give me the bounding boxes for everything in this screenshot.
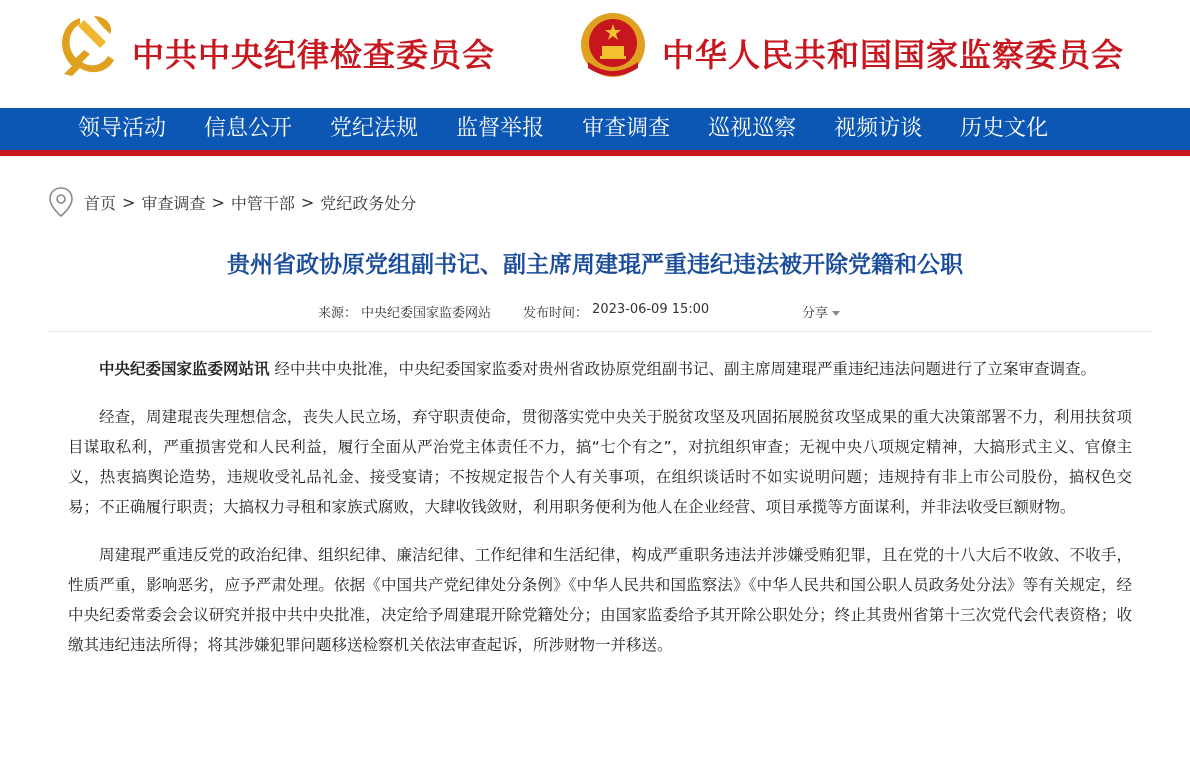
party-emblem-icon[interactable] [50, 10, 120, 80]
breadcrumb-central-cadres[interactable]: 中管干部 [230, 193, 295, 213]
breadcrumb-discipline-sanctions[interactable]: 党纪政务处分 [320, 193, 417, 213]
nav-item-leadership[interactable]: 领导活动 [78, 116, 167, 141]
article-meta [318, 302, 713, 321]
nav-item-video-interview[interactable]: 视频访谈 [834, 116, 923, 141]
cpc-ccdi-title[interactable]: 中共中央纪律检查委员会 [132, 36, 496, 74]
nav-item-supervision-report[interactable]: 监督举报 [456, 116, 545, 141]
nav-red-stripe [0, 150, 1190, 156]
nav-item-inspection[interactable]: 巡视巡察 [708, 116, 797, 141]
share-button[interactable] [802, 302, 840, 321]
site-header [0, 0, 1190, 108]
share-label: 分享 [802, 306, 829, 321]
location-pin-icon [48, 186, 74, 218]
main-nav [0, 108, 1190, 150]
lead-text: 经中共中央批准，中央纪委国家监委对贵州省政协原党组副书记、副主席周建琨严重违纪违法问题进行了立案审查调查。 [269, 360, 1096, 378]
national-emblem-icon[interactable] [578, 10, 648, 80]
breadcrumb-separator: > [211, 192, 225, 212]
breadcrumb [48, 186, 416, 218]
time-value: 2023-06-09 15:00 [592, 302, 710, 317]
paragraph-decision: 周建琨严重违反党的政治纪律、组织纪律、廉洁纪律、工作纪律和生活纪律，构成严重职务违法并涉嫌受贿犯罪，且在党的十八大后不收敛、不收手，性质严重，影响恶劣，应予严肃处理。依据《中国共产党纪律处分条例》《中华人民共和国监察法》《中华人民共和国公职人员政务处分法》等有关规定，经中央纪委常委会会议研究并报中共中央批准，决定给予周建琨开除党籍处分；由国家监委给予其开除公职处分；终止其贵州省第十三次党代会代表资格；收缴其违纪违法所得；将其涉嫌犯罪问题移送检察机关依法审查起诉，所涉财物一并移送。 [68, 546, 1132, 654]
nav-item-party-rules[interactable]: 党纪法规 [330, 116, 419, 141]
nav-item-info-disclosure[interactable]: 信息公开 [204, 116, 293, 141]
breadcrumb-separator: > [300, 192, 315, 212]
lead-source: 中央纪委国家监委网站讯 [99, 360, 270, 378]
source-value: 中央纪委国家监委网站 [361, 306, 492, 321]
breadcrumb-separator: > [122, 192, 136, 212]
chevron-down-icon [832, 311, 840, 316]
nav-item-investigation[interactable]: 审查调查 [582, 116, 671, 141]
nav-item-history-culture[interactable]: 历史文化 [960, 116, 1049, 141]
nsc-title[interactable]: 中华人民共和国国家监察委员会 [662, 36, 1125, 74]
source-label: 来源： [318, 306, 358, 321]
article-body [68, 354, 1132, 678]
paragraph-findings: 经查，周建琨丧失理想信念，丧失人民立场，弃守职责使命，贯彻落实党中央关于脱贫攻坚及巩固拓展脱贫攻坚成果的重大决策部署不力，利用扶贫项目谋取私利，严重损害党和人民利益，履行全面从严治党主体责任不力，搞“七个有之”，对抗组织审查；无视中央八项规定精神，大搞形式主义、官僚主义，热衷搞舆论造势，违规收受礼品礼金、接受宴请；不按规定报告个人有关事项，在组织谈话时不如实说明问题；违规持有非上市公司股份，搞权色交易；不正确履行职责；大搞权力寻租和家族式腐败，大肆收钱敛财，利用职务便利为他人在企业经营、项目承揽等方面谋利，并非法收受巨额财物。 [68, 408, 1132, 516]
paragraph-lead [68, 354, 1132, 384]
time-label: 发布时间： [523, 306, 589, 321]
breadcrumb-investigation[interactable]: 审查调查 [141, 193, 206, 213]
breadcrumb-home[interactable]: 首页 [84, 193, 117, 213]
divider [48, 331, 1152, 332]
article-title: 贵州省政协原党组副书记、副主席周建琨严重违纪违法被开除党籍和公职 [227, 252, 963, 278]
